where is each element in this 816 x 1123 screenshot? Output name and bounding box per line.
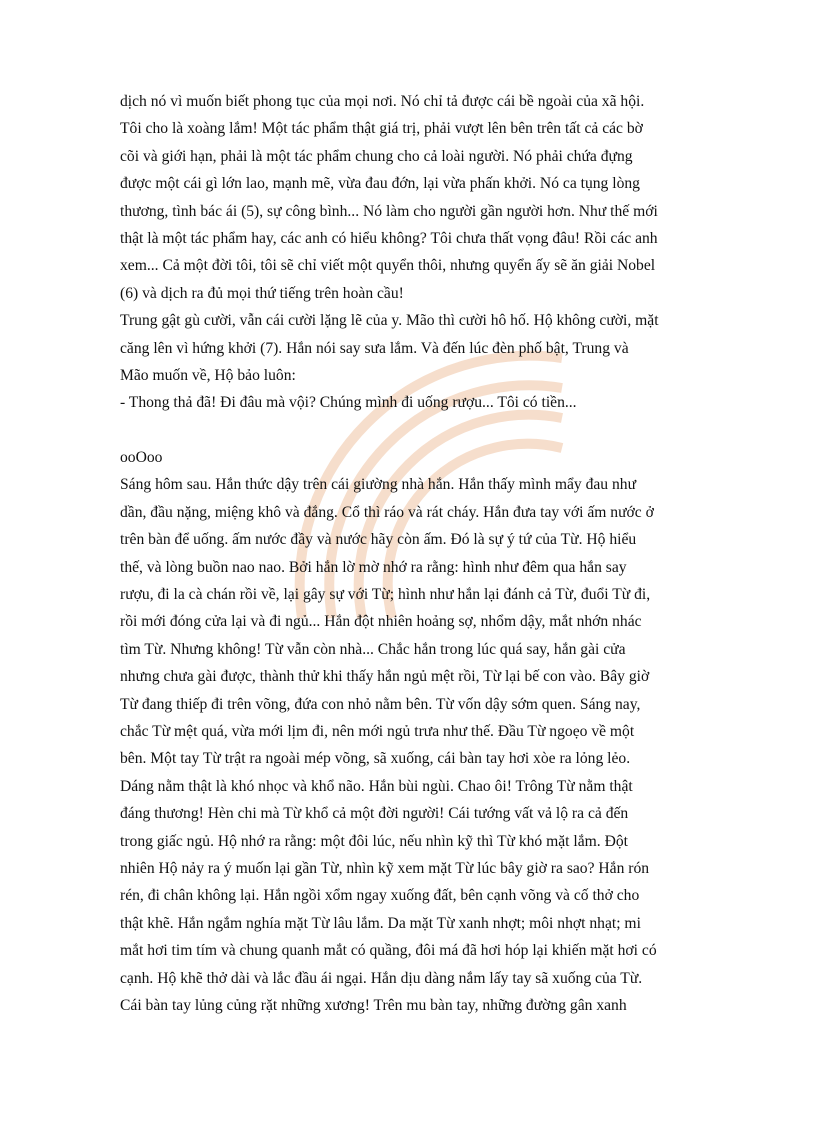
text-line: Sáng hôm sau. Hắn thức dậy trên cái giường nhà hắn. Hắn thấy mình mẩy đau như [120,476,637,494]
text-line: cõi và giới hạn, phải là một tác phẩm chung cho cả loài người. Nó phải chứa đựng [120,147,633,165]
text-line: rén, đi chân không lại. Hắn ngồi xổm ngay xuống đất, bên cạnh võng và cố thở cho [120,887,640,905]
text-line: trên bàn để uống. ấm nước đầy và nước hãy còn ấm. Đó là sự ý tứ của Từ. Hộ hiểu [120,531,637,549]
text-line: bên. Một tay Từ trật ra ngoài mép võng, sã xuống, cái bàn tay hơi xòe ra lỏng lẻo. [120,750,631,768]
paragraph-1 [120,88,700,307]
document-text [120,88,700,1019]
text-line: chắc Từ mệt quá, vừa mới lịm đi, nên mới ngủ trưa như thế. Đầu Từ ngoẹo về một [120,722,635,740]
blank-line [120,417,700,444]
text-line: Mão muốn về, Hộ bảo luôn: [120,366,296,384]
text-line: cạnh. Hộ khẽ thở dài và lắc đầu ái ngại. Hắn dịu dàng nắm lấy tay sã xuống của Từ. [120,969,643,987]
text-line: mắt hơi tim tím và chung quanh mắt có quầng, đôi má đã hơi hóp lại khiến mặt hơi có [120,942,657,960]
text-line: trong giấc ngủ. Hộ nhớ ra rằng: một đôi lúc, nếu nhìn kỹ thì Từ khó mặt lắm. Đột [120,832,628,850]
text-line: đáng thương! Hèn chi mà Từ khổ cả một đời người! Cái tướng vất vả lộ ra cả đến [120,805,629,823]
text-line: căng lên vì hứng khởi (7). Hắn nói say sưa lắm. Và đến lúc đèn phố bật, Trung và [120,339,629,357]
text-line: thế, và lòng buồn nao nao. Bởi hắn lờ mờ nhớ ra rằng: hình như đêm qua hắn say [120,558,627,576]
text-line: Tôi cho là xoàng lắm! Một tác phẩm thật giá trị, phải vượt lên bên trên tất cả các bờ [120,120,643,138]
text-line: dịch nó vì muốn biết phong tục của mọi nơi. Nó chỉ tả được cái bề ngoài của xã hội. [120,93,645,110]
text-line: rượu, đi la cà chán rồi về, lại gây sự với Từ; hình như hắn lại đánh cả Từ, đuổi Từ đi, [120,586,651,604]
text-line: nhưng chưa gài được, thành thử khi thấy hắn ngủ mệt rồi, Từ lại bế con vào. Bây giờ [120,668,650,686]
text-line: thật khẽ. Hắn ngắm nghía mặt Từ lâu lắm. Da mặt Từ xanh nhợt; môi nhợt nhạt; mi [120,914,641,932]
text-line: được một cái gì lớn lao, mạnh mẽ, vừa đau đớn, lại vừa phấn khởi. Nó ca tụng lòng [120,175,640,193]
text-line: thật là một tác phẩm hay, các anh có hiểu không? Tôi chưa thất vọng đâu! Rồi các anh [120,229,658,247]
text-line: (6) và dịch ra đủ mọi thứ tiếng trên hoàn cầu! [120,284,404,302]
dialogue-line: - Thong thả đã! Đi đâu mà vội? Chúng mình đi uống rượu... Tôi có tiền... [120,394,577,412]
text-line: thương, tình bác ái (5), sự công bình... Nó làm cho người gần người hơn. Như thế mới [120,202,658,220]
text-line: Từ đang thiếp đi trên võng, đứa con nhỏ nằm bên. Từ vốn dậy sớm quen. Sáng nay, [120,695,641,713]
text-line: Trung gật gù cười, vẫn cái cười lặng lẽ của y. Mão thì cười hô hố. Hộ không cười, mặt [120,312,659,330]
text-line: nhiên Hộ nảy ra ý muốn lại gần Từ, nhìn kỹ xem mặt Từ lúc bây giờ ra sao? Hắn rón [120,859,650,877]
text-line: xem... Cả một đời tôi, tôi sẽ chỉ viết một quyển thôi, nhưng quyển ấy sẽ ăn giải Nobel [120,257,656,275]
text-line: dần, đầu nặng, miệng khô và đắng. Cổ thì ráo và rát cháy. Hắn đưa tay với ấm nước ở [120,503,654,521]
text-line: Cái bàn tay lủng củng rặt những xương! Trên mu bàn tay, những đường gân xanh [120,996,627,1014]
text-line: rồi mới đóng cửa lại và đi ngủ... Hắn đột nhiên hoảng sợ, nhổm dậy, mắt nhớn nhác [120,613,642,631]
text-line: Dáng nằm thật là khó nhọc và khổ não. Hắn bùi ngùi. Chao ôi! Trông Từ nằm thật [120,777,633,795]
paragraph-3 [120,471,700,1019]
section-separator: ooOoo [120,449,163,467]
paragraph-2 [120,307,700,389]
text-line: tìm Từ. Nhưng không! Từ vẫn còn nhà... Chắc hắn trong lúc quá say, hắn gài cửa [120,640,626,658]
